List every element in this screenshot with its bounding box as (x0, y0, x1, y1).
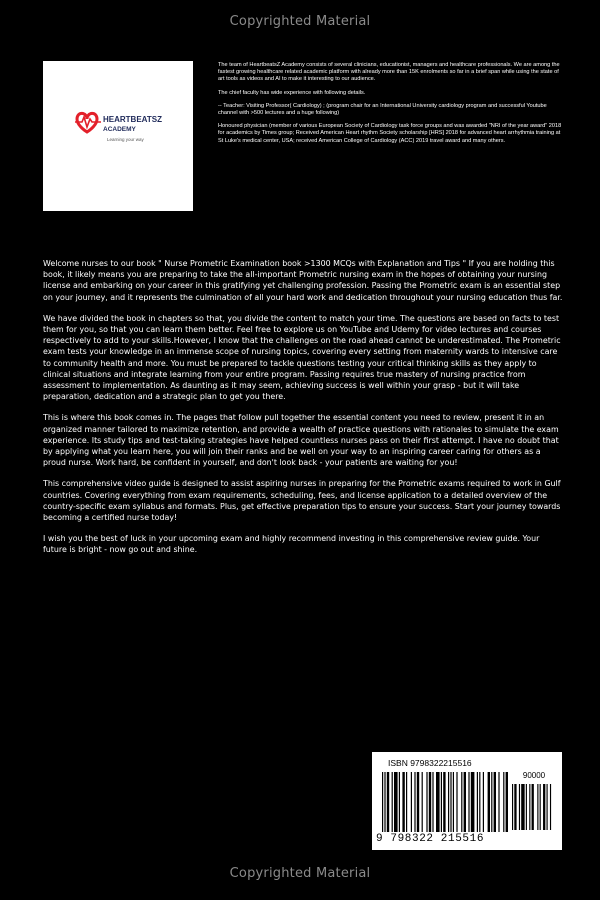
description-paragraph: I wish you the best of luck in your upcoming exam and highly recommend investing in this comprehensive review guide. Your future is bright - now go out and shine. (43, 534, 540, 555)
description-paragraph: This is where this book comes in. The pages that follow pull together the essential content you need to review, present it in an organized manner tailored to maximize retention, and provide a wealth of practice questions with rationales to simulate the exam experience. Its study tips and test-taking strategies have helped countless nurses pass on their first attempt. I have no doubt that by applying what you learn here, you will join their ranks and be well on your way to an inspiring career caring for others as a proud nurse. Work hard, be confident in yourself, and don't look back - your patients are waiting for you! (43, 413, 559, 468)
bio-paragraph: The chief faculty has wide experience with following details. (218, 89, 366, 96)
svg-text:HEARTBEATSZ: HEARTBEATSZ (103, 115, 162, 124)
watermark-top: Copyrighted Material (229, 14, 371, 29)
barcode-bars-icon (382, 772, 508, 832)
svg-text:Learning your way: Learning your way (107, 137, 144, 142)
svg-text:ACADEMY: ACADEMY (103, 126, 136, 133)
author-bio (218, 62, 566, 151)
description-paragraph: This comprehensive video guide is designed to assist aspiring nurses in preparing for the Prometric exams required to work in Gulf countries. Covering everything from exam requirements, scheduling, fees, and license application to a detailed overview of the country-specific exam syllabus and formats. Plus, get effective preparation tips to ensure your success. Start your journey towards becoming a certified nurse today! (43, 479, 561, 523)
addon-barcode-icon (512, 772, 556, 830)
bio-paragraph: Honoured physician (member of various European Society of Cardiology task force groups and was awarded "NRI of the year award" 2018 for academics by Times group; Received American Heart rhythm Society scholarship [HRS] 2018 for advanced heart arrhythmia training at St Luke's medical center, USA; received American College of Cardiology (ACC) 2019 travel award and many others. (218, 123, 562, 144)
bio-paragraph: -- Teacher: Visiting Professor( Cardiology) ; (program chair for an International University cardiology program and successful Youtube channel with >500 lectures and a huge following) (218, 102, 547, 117)
description-paragraph: We have divided the book in chapters so that, you divide the content to match your time. The questions are based on facts to test them for you, so that you can learn them better. Feel free to explore us on YouTube and Udemy for video lectures and courses respectively to add to your skills.However, I know that the challenges on the road ahead cannot be underestimated. The Prometric exam tests your knowledge in an immense scope of nursing topics, covering every setting from maternity wards to intensive care to community health and more. You must be prepared to tackle questions testing your critical thinking skills as they apply to clinical situations and integrate learning from your entire program. Passing requires true mastery of nursing practice from assessment to implementation. As daunting as it may seem, achieving success is well within your grasp - but it will take preparation, dedication and a strategic plan to get you there. (43, 313, 561, 402)
barcode-digits: 9 798322 215516 (376, 833, 485, 845)
bio-paragraph: The team of HeartbeatsZ Academy consists of several clinicians, educationist, managers and healthcare professionals. We are among the fastest growing healthcare related academic platform with already more than 15K enrolments so far in a brief span while using the state of art tools as videos and AI to make it interesting to our audience. (218, 62, 560, 83)
description-paragraph: Welcome nurses to our book " Nurse Prometric Examination book >1300 MCQs with Explanation and Tips " If you are holding this book, it likely means you are preparing to take the all-important Prometric nursing exam in the hopes of obtaining your nursing license and embarking on your career in this gratifying yet challenging profession. Passing the Prometric exam is an essential step on your journey, and it represents the culmination of all your hard work and dedication throughout your nursing education thus far. (43, 259, 563, 302)
watermark-bottom: Copyrighted Material (229, 866, 371, 881)
isbn-label: ISBN 9798322215516 (388, 758, 472, 768)
isbn-barcode (372, 752, 562, 850)
heartbeat-logo-icon (73, 108, 163, 158)
book-description (43, 258, 563, 566)
price-code: 90000 (522, 771, 546, 780)
academy-logo (43, 61, 193, 211)
